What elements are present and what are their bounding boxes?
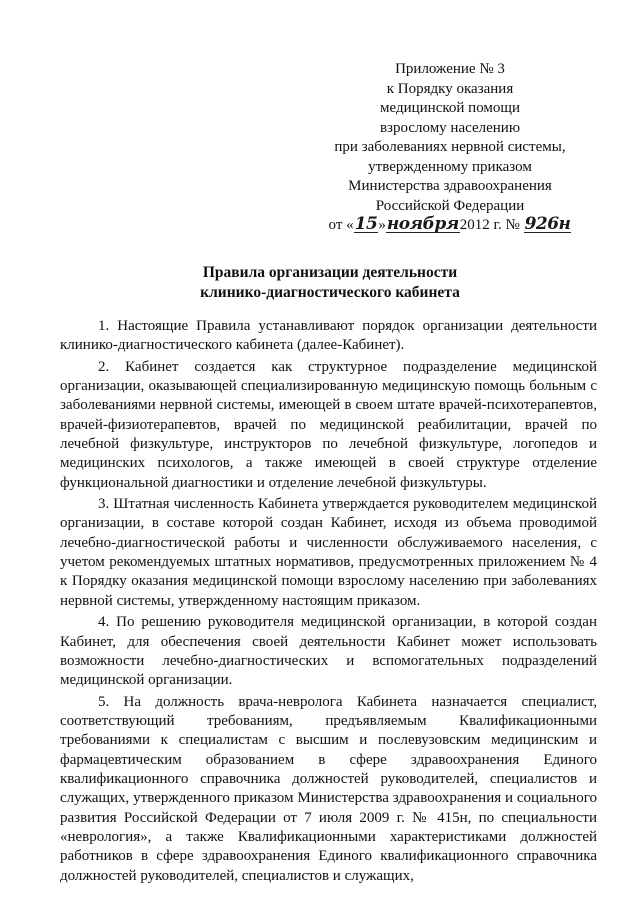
date-quote: » <box>378 217 386 233</box>
appendix-line: Министерства здравоохранения <box>348 178 552 194</box>
paragraph-4: 4. По решению руководителя медицинской организации, в которой создан Кабинет, для обеспечения своей деятельности Кабинет может использовать возможности лечебно-диагностических и вспомогательных подразделений медицинской организации. <box>60 614 597 689</box>
title-line-1: Правила организации деятельности <box>202 264 458 281</box>
appendix-line: взрослому населению <box>379 119 521 136</box>
paragraph-5: 5. На должность врача-невролога Кабинета назначается специалист, соответствующий требованиям, предъявляемым Квалификационными требованиями к специалистам с высшим и послевузовским медицинским и фармацевтическим образованием в сфере здравоохранения Единого квалификационного справочника должностей руководителей, специалистов и служащих, утвержденного приказом Министерства здравоохранения и социального развития Российской Федерации от 7 июля 2009 г. № 415н, по специальности «неврология», а также Квалификационными характеристиками должностей работников в сфере здравоохранения Единого квалификационного справочника должностей руководителей, специалистов и служащих, <box>60 693 597 884</box>
appendix-line: при заболеваниях нервной системы, <box>334 139 566 155</box>
paragraph-1: 1. Настоящие Правила устанавливают порядок организации деятельности клинико-диагностического кабинета (далее-Кабинет). <box>60 318 597 354</box>
document-title <box>60 263 600 302</box>
paragraph-3: 3. Штатная численность Кабинета утверждается руководителем медицинской организации, в составе которой создан Кабинет, исходя из объема проводимой лечебно-диагностической работы и численности обслуживаемого населения, с учетом рекомендуемых штатных нормативов, предусмотренных приложением № 4 к Порядку оказания медицинской помощи взрослому населению при заболеваниях нервной системы, утвержденному настоящим приказом. <box>60 496 597 609</box>
handwritten-order-number: 926н <box>524 214 571 234</box>
document-body <box>60 317 597 886</box>
paragraph-2: 2. Кабинет создается как структурное подразделение медицинской организации, оказывающей специализированную медицинскую помощь больным с заболеваниями нервной системы, имеющей в своем штате врачей-психотерапевтов, врачей-физиотерапевтов, врачей по медицинской реабилитации, врачей по лечебной физкультуре, инструкторов по лечебной физкультуре, логопедов и медицинских психологов, а также имеющей в своей структуре отделение функциональной диагностики и отделение лечебной физкультуры. <box>60 358 597 491</box>
appendix-line: Российской Федерации <box>375 197 525 214</box>
date-year: 2012 г. № <box>459 217 524 233</box>
order-date-line <box>300 216 600 236</box>
appendix-header <box>300 60 600 236</box>
appendix-line: Приложение № 3 <box>395 61 505 77</box>
date-prefix: от « <box>328 217 354 233</box>
appendix-line: к Порядку оказания <box>386 80 514 97</box>
handwritten-month: ноября <box>386 214 459 234</box>
appendix-line: медицинской помощи <box>380 100 520 116</box>
title-line-2: клинико-диагностического кабинета <box>200 283 460 301</box>
appendix-line: утвержденному приказом <box>368 158 532 175</box>
handwritten-day: 15 <box>354 214 378 234</box>
